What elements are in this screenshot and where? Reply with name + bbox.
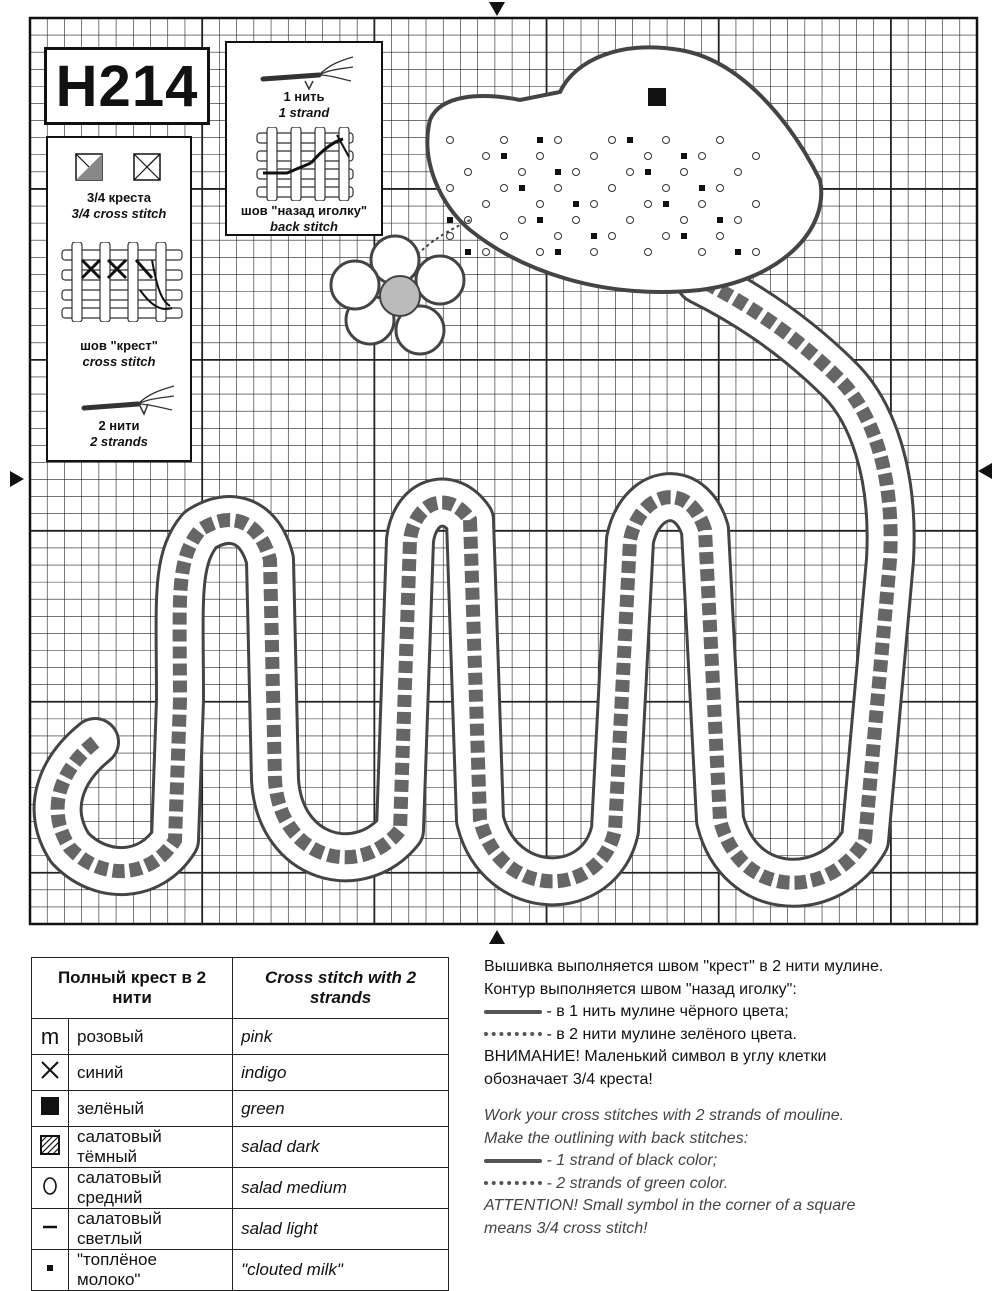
instr-en-2: Make the outlining with back stitches: xyxy=(484,1129,749,1147)
pattern-code-box xyxy=(44,47,210,125)
color-key-table xyxy=(31,957,449,1291)
black-outline-sample-icon xyxy=(484,1010,542,1014)
symbol-m-icon: m xyxy=(32,1019,69,1055)
key-color-en: indigo xyxy=(233,1055,449,1091)
instr-en-6: means 3/4 cross stitch! xyxy=(484,1219,648,1237)
key-header-en: Cross stitch with 2 strands xyxy=(233,958,449,1019)
key-color-en: "clouted milk" xyxy=(233,1250,449,1291)
instr-ru-6: обозначает 3/4 креста! xyxy=(484,1070,653,1088)
symbol-cross-icon xyxy=(32,1055,69,1091)
key-color-ru: салатовый тёмный xyxy=(69,1127,233,1168)
instr-ru-2: Контур выполняется швом "назад иголку": xyxy=(484,980,797,998)
instr-ru-5: ВНИМАНИЕ! Маленький символ в углу клетки xyxy=(484,1048,827,1065)
key-color-ru: салатовый средний xyxy=(69,1168,233,1209)
two-strands-ru: 2 нити xyxy=(98,418,140,433)
instr-en-4: - 2 strands of green color. xyxy=(546,1174,729,1192)
one-strand-en: 1 strand xyxy=(278,105,330,120)
green-outline-sample-icon xyxy=(484,1032,542,1036)
key-color-en: salad medium xyxy=(233,1168,449,1209)
three-quarter-ru: 3/4 креста xyxy=(86,190,152,205)
cross-ru: шов "крест" xyxy=(80,338,158,353)
key-color-en: pink xyxy=(233,1019,449,1055)
instructions xyxy=(484,956,984,1240)
key-row xyxy=(32,1091,449,1127)
key-color-en: green xyxy=(233,1091,449,1127)
symbol-circle-icon xyxy=(32,1168,69,1209)
key-row xyxy=(32,1055,449,1091)
instr-ru-1: Вышивка выполняется швом "крест" в 2 нити мулине. xyxy=(484,958,884,975)
green-outline-sample-icon xyxy=(484,1181,542,1185)
key-color-ru: розовый xyxy=(69,1019,233,1055)
instr-en-3: - 1 strand of black color; xyxy=(546,1152,718,1169)
instr-ru-3: - в 1 нить мулине чёрного цвета; xyxy=(546,1003,789,1020)
key-color-en: salad dark xyxy=(233,1127,449,1168)
key-row xyxy=(32,1168,449,1209)
key-color-en: salad light xyxy=(233,1209,449,1250)
symbol-dash-icon xyxy=(32,1209,69,1250)
instr-ru-3-row xyxy=(484,1001,984,1024)
backstitch-fabric-icon xyxy=(253,127,359,201)
instr-en-1: Work your cross stitches with 2 strands of mouline. xyxy=(484,1107,845,1124)
pattern-code: H214 xyxy=(55,53,199,119)
instr-ru-4: - в 2 нити мулине зелёного цвета. xyxy=(546,1025,797,1043)
instr-ru-4-row xyxy=(484,1024,984,1047)
backstitch-ru: шов "назад иголку" xyxy=(240,203,368,218)
instr-en-4-row xyxy=(484,1173,984,1196)
top-center-marker-icon xyxy=(489,2,505,16)
left-center-marker-icon xyxy=(10,471,24,487)
symbol-hatched-square-icon xyxy=(32,1127,69,1168)
thread-one-strand-icon xyxy=(257,51,357,91)
bottom-center-marker-icon xyxy=(489,930,505,944)
crossstitch-help-box xyxy=(46,136,192,462)
key-row xyxy=(32,1209,449,1250)
one-strand-ru: 1 нить xyxy=(283,89,325,104)
key-header-row xyxy=(32,958,449,1019)
key-row xyxy=(32,1250,449,1291)
three-quarter-en: 3/4 cross stitch xyxy=(71,206,167,221)
key-color-ru: синий xyxy=(69,1055,233,1091)
key-row xyxy=(32,1019,449,1055)
two-strands-en: 2 strands xyxy=(90,434,148,449)
key-row xyxy=(32,1127,449,1168)
cross-stitch-fabric-icon xyxy=(60,242,184,322)
instr-en-5: ATTENTION! Small symbol in the corner of a square xyxy=(484,1197,856,1214)
symbol-filled-square-icon xyxy=(32,1091,69,1127)
backstitch-en: back stitch xyxy=(270,219,338,234)
black-outline-sample-icon xyxy=(484,1159,542,1163)
key-color-ru: салатовый светлый xyxy=(69,1209,233,1250)
instructions-en xyxy=(484,1105,984,1240)
instr-en-3-row xyxy=(484,1150,984,1173)
flower xyxy=(331,236,464,354)
right-center-marker-icon xyxy=(978,463,992,479)
backstitch-help-box xyxy=(225,41,383,236)
thread-two-strands-icon xyxy=(78,382,178,420)
key-color-ru: зелёный xyxy=(69,1091,233,1127)
key-header-ru: Полный крест в 2 нити xyxy=(32,958,233,1019)
three-quarter-stitch-icon xyxy=(72,150,172,184)
cross-en: cross stitch xyxy=(82,354,156,369)
snake-eye-icon xyxy=(648,88,666,106)
key-color-ru: "топлёное молоко" xyxy=(69,1250,233,1291)
symbol-dot-icon xyxy=(32,1250,69,1291)
